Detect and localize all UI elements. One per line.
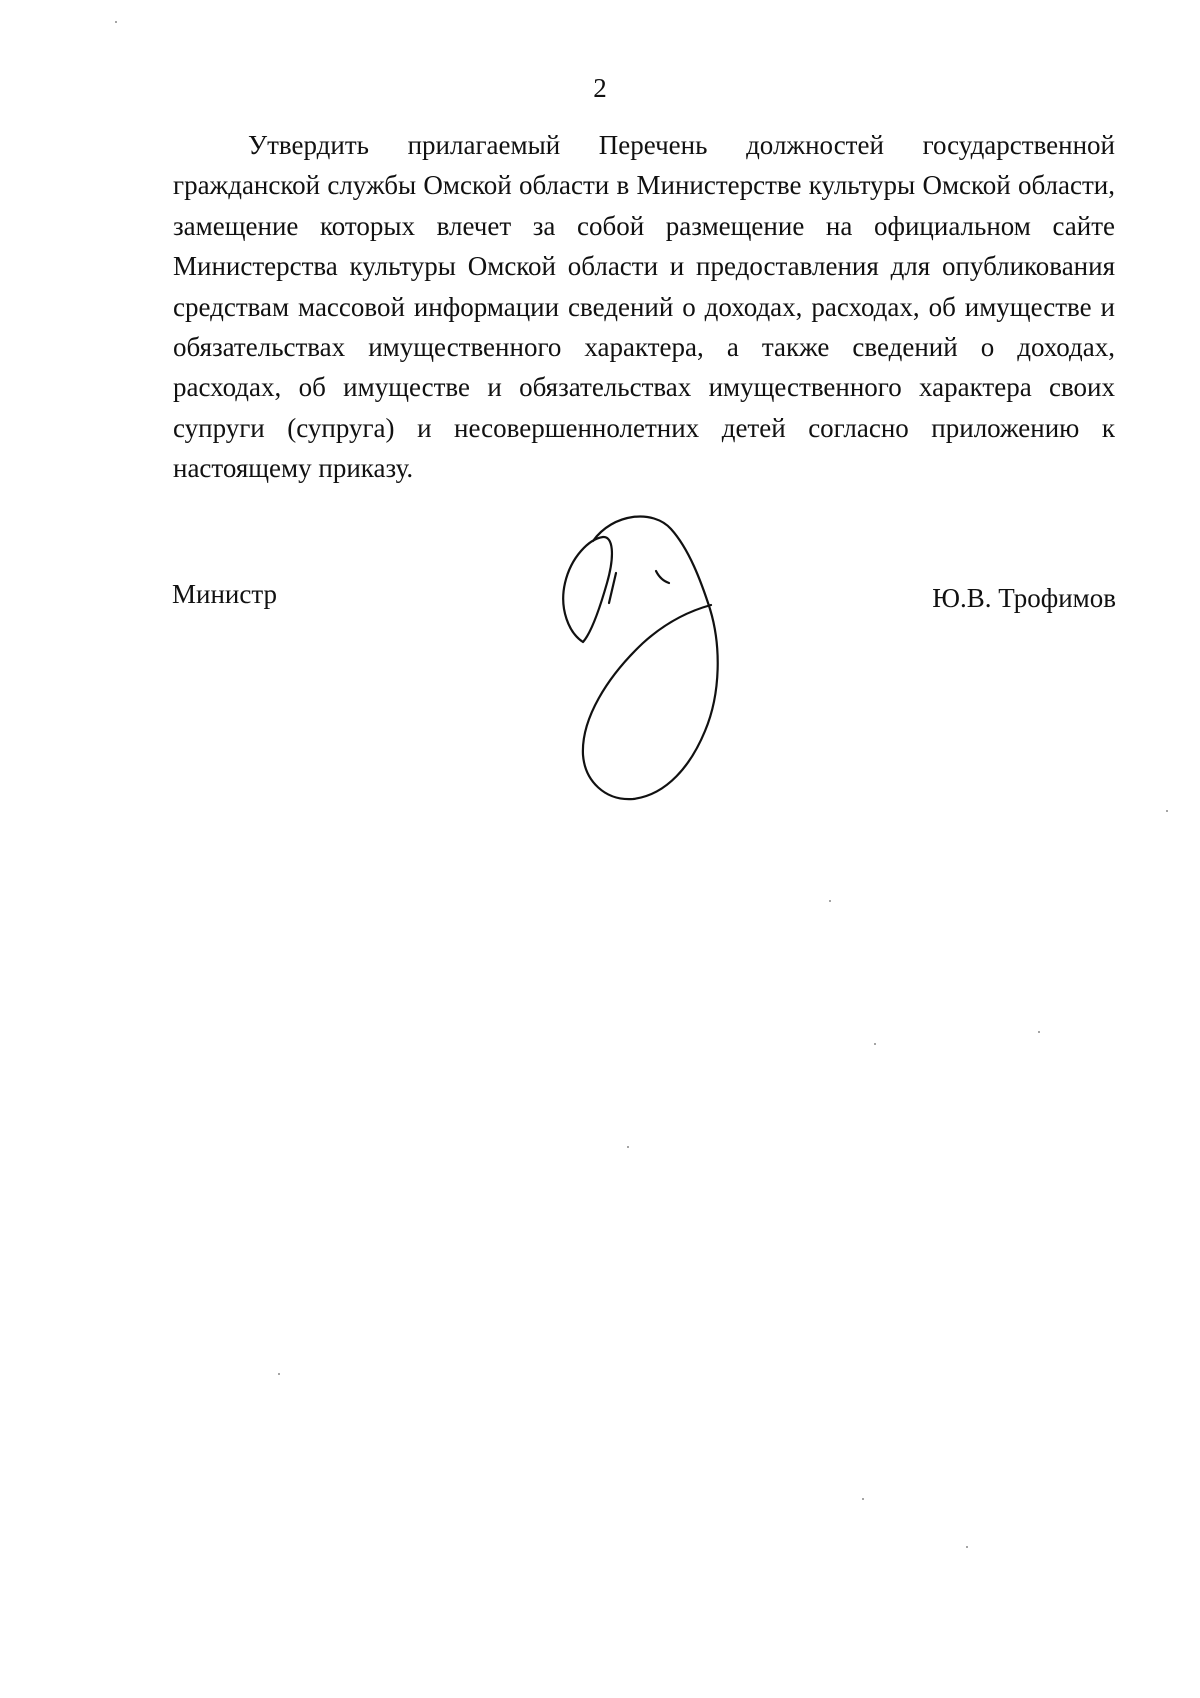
signature-name: Ю.В. Трофимов [932,583,1116,613]
scan-speck [115,21,117,23]
scan-speck [1166,810,1168,812]
body-paragraph: Утвердить прилагаемый Перечень должностей государственной гражданской службы Омской области в Министерстве культуры Омской области, замещение которых влечет за собой размещение на официальном сайте Министерства культуры Омской области и предоставления для опубликования средствам массовой информации сведений о доходах, расходах, об имуществе и обязательствах имущественного характера, а также сведений о доходах, расходах, об имуществе и обязательствах имущественного характера своих супруги (супруга) и несовершеннолетних детей согласно приложению к настоящему приказу. [173,130,1115,484]
page-number: 2 [593,73,607,103]
scan-speck [966,1546,968,1548]
scan-speck [862,1498,864,1500]
handwritten-signature [555,505,740,805]
scan-speck [1038,1031,1040,1033]
scan-speck [874,1043,876,1045]
signature-role: Министр [172,579,277,609]
scan-speck [278,1373,280,1375]
scan-speck [627,1146,629,1148]
scan-speck [829,900,831,902]
